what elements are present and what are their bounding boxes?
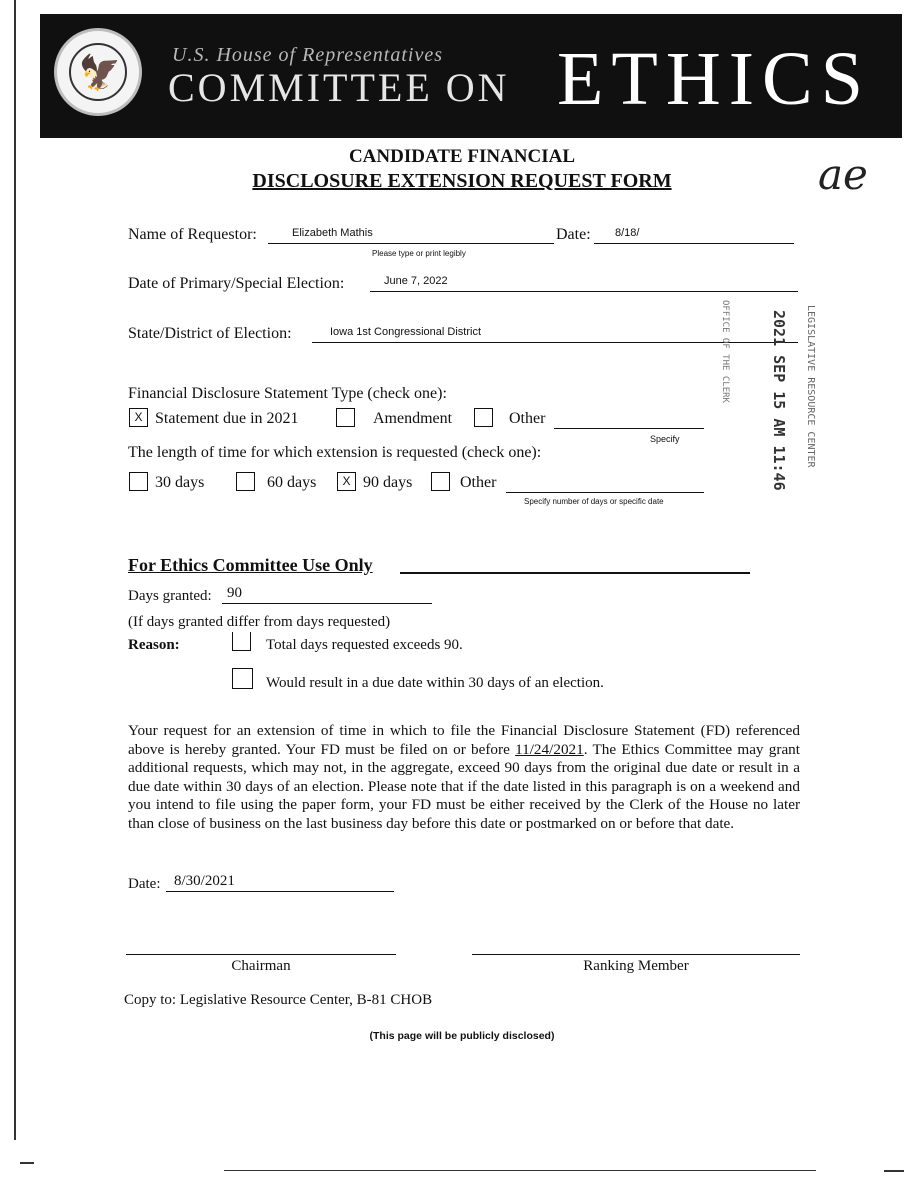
checkbox-other-statement[interactable] <box>474 408 493 427</box>
extension-granted-paragraph <box>128 722 800 834</box>
committee-use-heading: For Ethics Committee Use Only <box>128 555 373 575</box>
election-date-label: Date of Primary/Special Election: <box>128 275 345 292</box>
handwritten-initials: ae <box>818 150 868 199</box>
days-granted-line <box>222 603 432 604</box>
requestor-label: Name of Requestor: <box>128 226 257 243</box>
granted-date-line <box>166 891 394 892</box>
district-label: State/District of Election: <box>128 325 292 342</box>
checkbox-reason-election[interactable] <box>232 668 253 689</box>
received-stamp-center: LEGISLATIVE RESOURCE CENTER <box>805 305 816 468</box>
district-value: Iowa 1st Congressional District <box>330 326 482 338</box>
ranking-member-label: Ranking Member <box>583 958 689 974</box>
option-other-length: Other <box>460 474 497 491</box>
date-line <box>594 243 794 244</box>
option-other-statement: Other <box>509 410 546 427</box>
option-60-days: 60 days <box>267 474 317 491</box>
copy-to: Copy to: Legislative Resource Center, B-81 CHOB <box>124 992 433 1008</box>
option-30-days: 30 days <box>155 474 205 491</box>
reason-exceeds-text: Total days requested exceeds 90. <box>266 637 463 653</box>
days-granted-label: Days granted: <box>128 588 212 604</box>
received-stamp-date: 2021 SEP 15 AM 11:46 <box>770 310 788 491</box>
requestor-hint: Please type or print legibly <box>372 249 466 258</box>
checkbox-90-days[interactable]: X <box>337 472 356 491</box>
checkbox-60-days[interactable] <box>236 472 255 491</box>
election-date-value: June 7, 2022 <box>384 275 448 287</box>
due-date-value: 11/24/2021 <box>515 740 584 758</box>
scan-bottom-line <box>224 1170 816 1171</box>
banner-subtitle: U.S. House of Representatives <box>172 44 443 66</box>
reason-election-text: Would result in a due date within 30 days of an election. <box>266 675 604 691</box>
chairman-label: Chairman <box>231 958 291 974</box>
paragraph-part2: . The Ethics Committee may grant additional requests, which may not, in the aggregate, exceed 90 days from the original due date or result in a due date within 30 days of an election. Please note that if the date listed in this paragraph is on a weekend and you intend to file using the paper form, your FD must be either received by the Clerk of the House no later than close of business on the last business day before this date or postmarked on or before that date. <box>128 740 800 832</box>
scan-left-edge <box>14 0 16 1140</box>
requestor-value: Elizabeth Mathis <box>292 227 373 239</box>
granted-date-value: 8/30/2021 <box>174 873 235 889</box>
requestor-line <box>268 243 554 244</box>
date-value: 8/18/ <box>615 227 640 239</box>
election-date-line <box>370 291 798 292</box>
header-banner <box>40 14 902 138</box>
option-statement-due: Statement due in 2021 <box>155 410 299 427</box>
granted-date-label: Date: <box>128 876 161 892</box>
banner-ethics: ETHICS <box>557 37 871 121</box>
checkbox-other-length[interactable] <box>431 472 450 491</box>
committee-use-rule <box>400 572 750 574</box>
date-label: Date: <box>556 226 591 243</box>
ranking-member-signature-line <box>472 954 800 955</box>
differ-note: (If days granted differ from days requested) <box>128 614 391 630</box>
other-length-line <box>506 492 704 493</box>
length-hint: Specify number of days or specific date <box>524 497 664 506</box>
checkbox-amendment[interactable] <box>336 408 355 427</box>
scan-mark-right <box>884 1170 904 1172</box>
checkbox-30-days[interactable] <box>129 472 148 491</box>
received-stamp-office: OFFICE OF THE CLERK <box>720 300 730 403</box>
reason-label: Reason: <box>128 637 180 653</box>
banner-committee: COMMITTEE ON <box>168 65 510 110</box>
public-disclosure-note: (This page will be publicly disclosed) <box>369 1030 555 1042</box>
checkbox-statement-due[interactable]: X <box>129 408 148 427</box>
chairman-signature-line <box>126 954 396 955</box>
length-label: The length of time for which extension is requested (check one): <box>128 444 542 461</box>
option-amendment: Amendment <box>373 410 453 427</box>
paragraph-part1: Your request for an extension of time in which to file the Financial Disclosure Statement (FD) referenced above is hereby granted. Your FD must be filed on or before <box>128 722 800 758</box>
other-statement-line <box>554 428 704 429</box>
specify-hint: Specify <box>650 434 680 444</box>
scan-mark-left <box>20 1162 34 1164</box>
form-title-line2: DISCLOSURE EXTENSION REQUEST FORM <box>252 170 672 192</box>
form-title-line1: CANDIDATE FINANCIAL <box>348 146 576 167</box>
statement-type-label: Financial Disclosure Statement Type (check one): <box>128 385 447 402</box>
option-90-days: 90 days <box>363 474 413 491</box>
eagle-seal-icon: 🦅 <box>54 28 142 116</box>
checkbox-reason-exceeds[interactable] <box>232 632 251 651</box>
days-granted-value: 90 <box>227 585 242 601</box>
